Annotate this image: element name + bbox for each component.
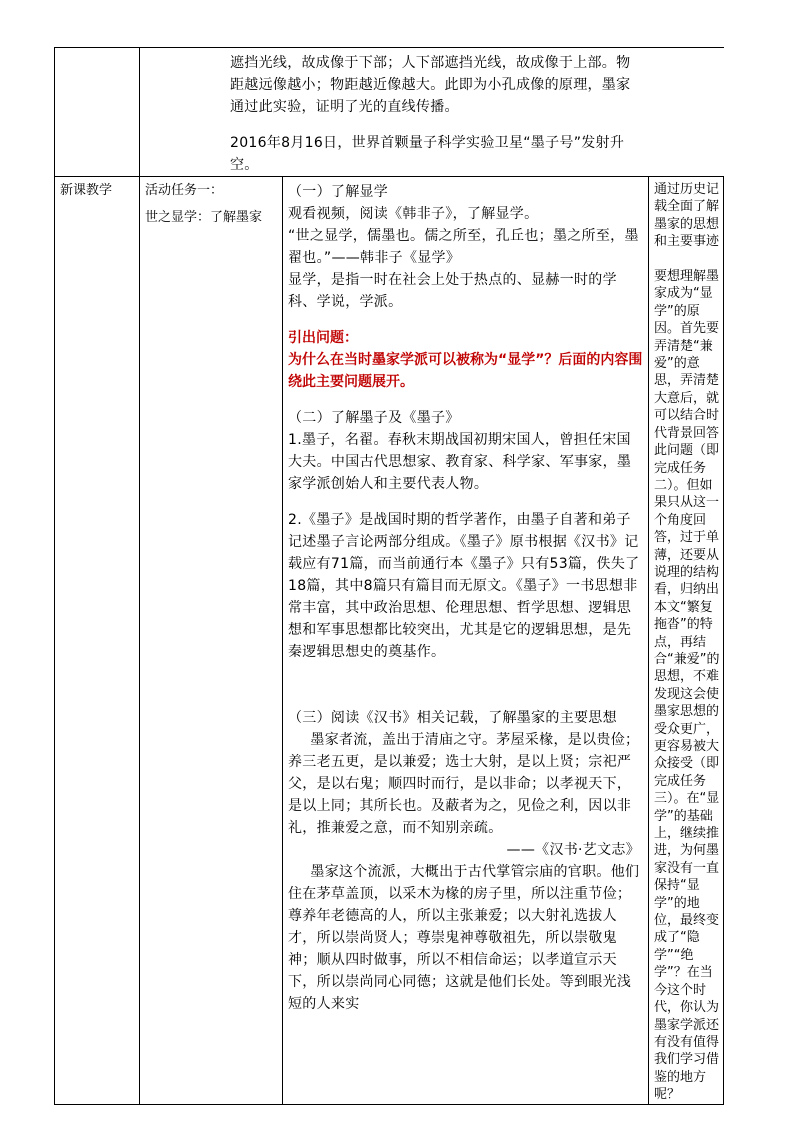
- activity-title: 活动任务一：: [145, 183, 224, 198]
- cell-stage-empty: [55, 48, 140, 177]
- hanshu-quote: 墨家者流，盖出于清庙之守。茅屋采椽，是以贵俭；养三老五更，是以兼爱；选士大射，是以上贤；宗祀严父，是以右鬼；顺四时而行，是以非命；以孝视天下，是以上同；其所长也。及蔽者为之，见俭之利，因以非礼，推兼爱之意，而不知别亲疏。: [288, 732, 640, 836]
- hanshu-source: ——《汉书·艺文志》: [506, 842, 640, 858]
- table-row-intro: [55, 48, 724, 177]
- hanfeizi-quote: “世之显学，儒墨也。儒之所至，孔丘也；墨之所至，墨翟也。”——韩非子《显学》: [288, 228, 639, 266]
- cell-stage: [55, 177, 140, 1105]
- design-note: 通过历史记载全面了解墨家的思想和主要事迹 要想理解墨家成为“显学”的原因。首先要弄清楚“兼爱”的意思，弄清楚大意后，就可以结合时代背景回答此问题（即完成任务二）。但如果只从这一个角度回答，过于单薄，还要从说理的结构看，归纳出本文“繁复拖沓”的特点，再结合“兼爱”的思想，不难发现这会使墨家思想的受众更广，更容易被大众接受（即完成任务三）。在“显学”的基础上，继续推进，为何墨家没有一直保持“显学”的地位，最终变成了“隐学”“绝学”？在当今这个时代，你认为墨家学派还有没有值得我们学习借鉴的地方呢？: [654, 182, 720, 1103]
- satellite-paragraph: 2016年8月16日，世界首颗量子科学实验卫星“墨子号”发射升空。: [230, 135, 625, 173]
- hanshu-translation: 墨家这个流派，大概出于古代掌管宗庙的官职。他们住在茅草盖顶，以采木为椽的房子里，所以注重节俭；尊养年老德高的人，所以主张兼爱；以大射礼选拔人才，所以崇尚贤人；尊崇鬼神尊敬祖先，所以崇敬鬼神；顺从四时做事，所以不相信命运；以孝道宣示天下，所以崇尚同心同德；这就是他们长处。等到眼光浅短的人来实: [288, 864, 640, 1012]
- stage-label: 新课教学: [60, 183, 113, 198]
- question-text: 为什么在当时墨家学派可以被称为“显学”？后面的内容围绕此主要问题展开。: [288, 352, 643, 390]
- cell-activity: [140, 177, 283, 1105]
- xianxue-definition: 显学，是指一时在社会上处于热点的、显赫一时的学科、学说，学派。: [288, 272, 617, 310]
- cell-intro-content: [140, 48, 724, 177]
- intro-paragraph: 遮挡光线，故成像于下部；人下部遮挡光线，故成像于上部。物距越远像越小；物距越近像越大。此即为小孔成像的原理，墨家通过此实验，证明了光的直线传播。: [230, 55, 631, 115]
- cell-content: [283, 177, 649, 1105]
- activity-subtitle: 世之显学：了解墨家: [145, 210, 263, 225]
- question-label: 引出问题：: [288, 330, 358, 346]
- section-heading-2: （二）了解墨子及《墨子》: [288, 410, 460, 426]
- section-heading-3: （三）阅读《汉书》相关记载，了解墨家的主要思想: [288, 710, 617, 726]
- section-heading-1: （一）了解显学: [288, 184, 389, 200]
- mozi-book-intro: 2.《墨子》是战国时期的哲学著作，由墨子自著和弟子记述墨子言论两部分组成。《墨子》原书根据《汉书》记载应有71篇，而当前通行本《墨子》只有53篇，佚失了18篇，其中8篇只有篇目而无原文。《墨子》一书思想非常丰富，其中政治思想、伦理思想、哲学思想、逻辑思想和军事思想都比较突出，尤其是它的逻辑思想，是先秦逻辑思想史的奠基作。: [288, 512, 640, 660]
- table-row-main: [55, 177, 724, 1105]
- mozi-bio: 1.墨子，名翟。春秋末期战国初期宋国人，曾担任宋国大夫。中国古代思想家、教育家、科学家、军事家，墨家学派创始人和主要代表人物。: [288, 432, 632, 492]
- section1-text: 观看视频，阅读《韩非子》，了解显学。: [288, 206, 539, 222]
- cell-design-note: [649, 177, 724, 1105]
- lesson-plan-table: [54, 47, 724, 1105]
